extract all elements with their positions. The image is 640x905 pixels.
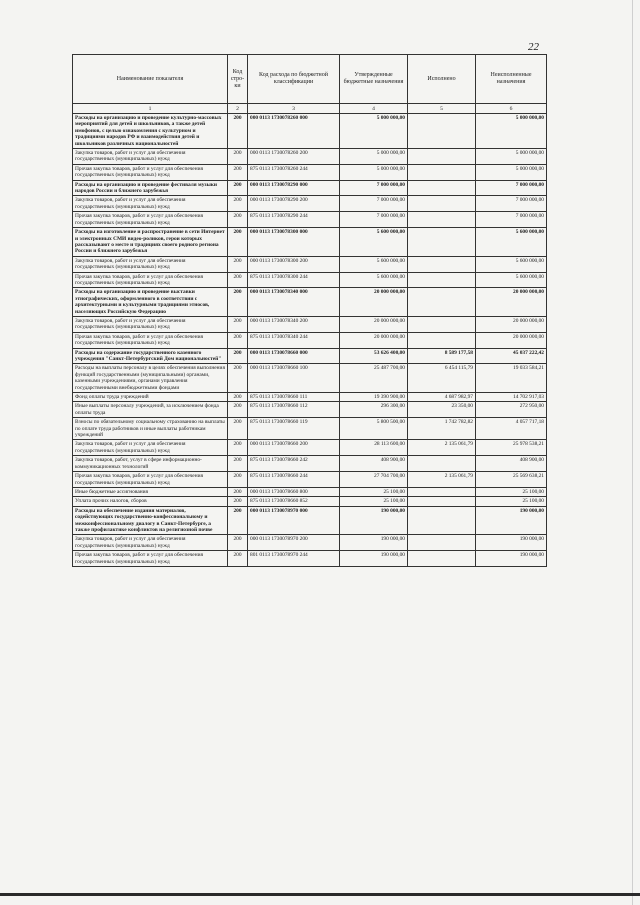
column-number-row bbox=[73, 104, 547, 114]
cell-executed bbox=[408, 196, 476, 212]
cell-unexecuted: 25 100,00 bbox=[476, 487, 547, 496]
cell-unexecuted: 5 600 000,00 bbox=[476, 272, 547, 288]
header-classification-code: Код расхода по бюджетной классификации bbox=[248, 55, 340, 104]
cell-executed: 1 742 782,82 bbox=[408, 418, 476, 440]
table-row bbox=[73, 456, 547, 472]
cell-indicator-name: Иные выплаты персоналу учреждений, за исключением фонда оплаты труда bbox=[73, 402, 228, 418]
cell-approved: 5 600 000,00 bbox=[340, 272, 408, 288]
header-indicator-name: Наименование показателя bbox=[73, 55, 228, 104]
cell-unexecuted: 190 000,00 bbox=[476, 506, 547, 535]
cell-line-code: 200 bbox=[228, 487, 248, 496]
cell-indicator-name: Прочая закупка товаров, работ и услуг для обеспечения государственных (муниципальных) нужд bbox=[73, 212, 228, 228]
cell-line-code: 200 bbox=[228, 551, 248, 567]
cell-classification-code: 875 0113 1730078660 242 bbox=[248, 456, 340, 472]
cell-unexecuted: 20 000 000,00 bbox=[476, 288, 547, 317]
column-number: 5 bbox=[408, 104, 476, 114]
cell-indicator-name: Прочая закупка товаров, работ и услуг для обеспечения государственных (муниципальных) нужд bbox=[73, 551, 228, 567]
cell-classification-code: 000 0113 1730078290 200 bbox=[248, 196, 340, 212]
column-number: 2 bbox=[228, 104, 248, 114]
page-number: 22 bbox=[528, 41, 539, 53]
table-row bbox=[73, 487, 547, 496]
cell-line-code: 200 bbox=[228, 393, 248, 402]
table-row bbox=[73, 228, 547, 257]
cell-approved: 296 300,00 bbox=[340, 402, 408, 418]
cell-line-code: 200 bbox=[228, 535, 248, 551]
cell-executed bbox=[408, 114, 476, 149]
cell-line-code: 200 bbox=[228, 228, 248, 257]
cell-indicator-name: Взносы по обязательному социальному страхованию на выплаты по оплате труда работников и иные выплаты работникам учреждений bbox=[73, 418, 228, 440]
cell-unexecuted: 20 000 000,00 bbox=[476, 332, 547, 348]
cell-unexecuted: 4 057 717,18 bbox=[476, 418, 547, 440]
table-row bbox=[73, 316, 547, 332]
cell-indicator-name: Закупка товаров, работ, услуг в сфере информационно-коммуникационных технологий bbox=[73, 456, 228, 472]
cell-classification-code: 000 0113 1730078970 000 bbox=[248, 506, 340, 535]
cell-approved: 25 100,00 bbox=[340, 497, 408, 506]
cell-indicator-name: Закупка товаров, работ и услуг для обеспечения государственных (муниципальных) нужд bbox=[73, 149, 228, 165]
cell-approved: 27 704 700,00 bbox=[340, 472, 408, 488]
cell-approved: 7 000 000,00 bbox=[340, 180, 408, 196]
cell-unexecuted: 14 702 917,03 bbox=[476, 393, 547, 402]
cell-executed bbox=[408, 272, 476, 288]
cell-indicator-name: Прочая закупка товаров, работ и услуг для обеспечения государственных (муниципальных) нужд bbox=[73, 272, 228, 288]
cell-classification-code: 000 0113 1730078300 000 bbox=[248, 228, 340, 257]
budget-execution-table bbox=[72, 54, 547, 567]
cell-indicator-name: Расходы на организацию и проведение культурно-массовых мероприятий для детей и школьников, а также детей имофонов, с целью ознакомления с культурном и традициями народов РФ и взаимодействия детей и школьников различных национальностей bbox=[73, 114, 228, 149]
table-row bbox=[73, 256, 547, 272]
cell-classification-code: 000 0113 1730078260 200 bbox=[248, 149, 340, 165]
cell-classification-code: 000 0113 1730078660 000 bbox=[248, 348, 340, 364]
cell-approved: 20 000 000,00 bbox=[340, 316, 408, 332]
cell-line-code: 200 bbox=[228, 364, 248, 393]
table-row bbox=[73, 402, 547, 418]
table-row bbox=[73, 551, 547, 567]
cell-classification-code: 000 0113 1730078260 000 bbox=[248, 114, 340, 149]
table-row bbox=[73, 288, 547, 317]
cell-line-code: 200 bbox=[228, 456, 248, 472]
cell-executed bbox=[408, 506, 476, 535]
cell-line-code: 200 bbox=[228, 114, 248, 149]
cell-indicator-name: Прочая закупка товаров, работ и услуг для обеспечения государственных (муниципальных) нужд bbox=[73, 332, 228, 348]
cell-classification-code: 000 0113 1730078290 000 bbox=[248, 180, 340, 196]
cell-approved: 5 600 000,00 bbox=[340, 256, 408, 272]
cell-line-code: 200 bbox=[228, 316, 248, 332]
cell-approved: 28 113 600,00 bbox=[340, 440, 408, 456]
cell-approved: 20 000 000,00 bbox=[340, 288, 408, 317]
table-row bbox=[73, 418, 547, 440]
cell-executed: 2 135 061,79 bbox=[408, 440, 476, 456]
cell-approved: 25 487 700,00 bbox=[340, 364, 408, 393]
cell-indicator-name: Прочая закупка товаров, работ и услуг для обеспечения государственных (муниципальных) нужд bbox=[73, 164, 228, 180]
cell-indicator-name: Расходы на организацию и проведение фестиваля музыки народов России и ближнего зарубежья bbox=[73, 180, 228, 196]
cell-approved: 5 000 000,00 bbox=[340, 114, 408, 149]
table-body bbox=[73, 114, 547, 567]
table-row bbox=[73, 497, 547, 506]
cell-executed bbox=[408, 149, 476, 165]
cell-line-code: 200 bbox=[228, 348, 248, 364]
cell-unexecuted: 5 600 000,00 bbox=[476, 256, 547, 272]
cell-executed bbox=[408, 456, 476, 472]
cell-approved: 190 000,00 bbox=[340, 506, 408, 535]
cell-executed bbox=[408, 180, 476, 196]
table-row bbox=[73, 364, 547, 393]
cell-executed bbox=[408, 332, 476, 348]
column-number: 3 bbox=[248, 104, 340, 114]
cell-approved: 20 000 000,00 bbox=[340, 332, 408, 348]
cell-indicator-name: Закупка товаров, работ и услуг для обеспечения государственных (муниципальных) нужд bbox=[73, 535, 228, 551]
cell-line-code: 200 bbox=[228, 497, 248, 506]
cell-approved: 190 000,00 bbox=[340, 551, 408, 567]
cell-indicator-name: Расходы на организацию и проведение выставки этнографических, оформленного в соответствии с архитектурными и культурными традициями этносов, населяющих Российскую Федерацию bbox=[73, 288, 228, 317]
cell-line-code: 200 bbox=[228, 332, 248, 348]
table-row bbox=[73, 535, 547, 551]
cell-classification-code: 000 0113 1730078660 200 bbox=[248, 440, 340, 456]
cell-line-code: 200 bbox=[228, 472, 248, 488]
cell-approved: 5 000 000,00 bbox=[340, 149, 408, 165]
scan-bottom-bar bbox=[0, 893, 640, 896]
cell-indicator-name: Уплата прочих налогов, сборов bbox=[73, 497, 228, 506]
cell-unexecuted: 45 037 222,42 bbox=[476, 348, 547, 364]
table-row bbox=[73, 393, 547, 402]
table-row bbox=[73, 506, 547, 535]
cell-unexecuted: 5 600 000,00 bbox=[476, 228, 547, 257]
cell-unexecuted: 19 033 584,21 bbox=[476, 364, 547, 393]
cell-unexecuted: 190 000,00 bbox=[476, 551, 547, 567]
cell-line-code: 200 bbox=[228, 164, 248, 180]
cell-indicator-name: Прочая закупка товаров, работ и услуг для обеспечения государственных (муниципальных) нужд bbox=[73, 472, 228, 488]
cell-executed bbox=[408, 212, 476, 228]
cell-unexecuted: 5 000 000,00 bbox=[476, 149, 547, 165]
cell-unexecuted: 25 978 538,21 bbox=[476, 440, 547, 456]
scan-edge-line bbox=[632, 0, 633, 905]
cell-executed bbox=[408, 535, 476, 551]
cell-classification-code: 000 0113 1730078660 100 bbox=[248, 364, 340, 393]
cell-classification-code: 000 0113 1730078970 200 bbox=[248, 535, 340, 551]
table-row bbox=[73, 440, 547, 456]
cell-executed bbox=[408, 164, 476, 180]
cell-unexecuted: 20 000 000,00 bbox=[476, 316, 547, 332]
cell-executed bbox=[408, 288, 476, 317]
cell-approved: 408 900,00 bbox=[340, 456, 408, 472]
cell-unexecuted: 25 100,00 bbox=[476, 497, 547, 506]
cell-approved: 5 000 000,00 bbox=[340, 164, 408, 180]
cell-classification-code: 875 0113 1730078340 244 bbox=[248, 332, 340, 348]
cell-line-code: 200 bbox=[228, 440, 248, 456]
cell-executed bbox=[408, 228, 476, 257]
cell-line-code: 200 bbox=[228, 180, 248, 196]
cell-classification-code: 875 0113 1730078660 852 bbox=[248, 497, 340, 506]
cell-approved: 190 000,00 bbox=[340, 535, 408, 551]
cell-classification-code: 875 0113 1730078660 111 bbox=[248, 393, 340, 402]
cell-executed bbox=[408, 487, 476, 496]
header-line-code: Код стро-ки bbox=[228, 55, 248, 104]
cell-unexecuted: 272 950,00 bbox=[476, 402, 547, 418]
cell-indicator-name: Закупка товаров, работ и услуг для обеспечения государственных (муниципальных) нужд bbox=[73, 440, 228, 456]
table-row bbox=[73, 348, 547, 364]
cell-classification-code: 000 0113 1730078340 000 bbox=[248, 288, 340, 317]
cell-line-code: 200 bbox=[228, 149, 248, 165]
cell-executed bbox=[408, 551, 476, 567]
cell-executed bbox=[408, 497, 476, 506]
cell-indicator-name: Расходы на выплаты персоналу в целях обеспечения выполнения функций государственными (муниципальными) органами, казенными учреждениями, органами управления государственными внебюджетными фондами bbox=[73, 364, 228, 393]
cell-classification-code: 000 0113 1730078340 200 bbox=[248, 316, 340, 332]
cell-indicator-name: Закупка товаров, работ и услуг для обеспечения государственных (муниципальных) нужд bbox=[73, 256, 228, 272]
cell-unexecuted: 25 569 638,21 bbox=[476, 472, 547, 488]
cell-indicator-name: Закупка товаров, работ и услуг для обеспечения государственных (муниципальных) нужд bbox=[73, 196, 228, 212]
cell-approved: 25 100,00 bbox=[340, 487, 408, 496]
table-row bbox=[73, 196, 547, 212]
cell-indicator-name: Иные бюджетные ассигнования bbox=[73, 487, 228, 496]
cell-approved: 7 000 000,00 bbox=[340, 196, 408, 212]
table-row bbox=[73, 212, 547, 228]
cell-line-code: 200 bbox=[228, 212, 248, 228]
cell-line-code: 200 bbox=[228, 272, 248, 288]
cell-executed: 8 589 177,58 bbox=[408, 348, 476, 364]
cell-unexecuted: 5 000 000,00 bbox=[476, 164, 547, 180]
table-row bbox=[73, 332, 547, 348]
cell-approved: 5 600 000,00 bbox=[340, 228, 408, 257]
cell-indicator-name: Расходы на обеспечение издания материалов, содействующих государственно-конфессиональному и межконфессиональному диалогу в Санкт-Петербурге, а также профилактике конфликтов на религиозной почве bbox=[73, 506, 228, 535]
cell-classification-code: 000 0113 1730078660 800 bbox=[248, 487, 340, 496]
cell-line-code: 200 bbox=[228, 402, 248, 418]
cell-unexecuted: 408 900,00 bbox=[476, 456, 547, 472]
cell-indicator-name: Закупка товаров, работ и услуг для обеспечения государственных (муниципальных) нужд bbox=[73, 316, 228, 332]
cell-executed bbox=[408, 316, 476, 332]
cell-executed: 2 135 061,79 bbox=[408, 472, 476, 488]
cell-classification-code: 875 0113 1730078290 244 bbox=[248, 212, 340, 228]
cell-approved: 5 800 500,00 bbox=[340, 418, 408, 440]
cell-unexecuted: 7 000 000,00 bbox=[476, 212, 547, 228]
header-unexecuted: Неисполненные назначения bbox=[476, 55, 547, 104]
cell-line-code: 200 bbox=[228, 418, 248, 440]
column-number: 6 bbox=[476, 104, 547, 114]
cell-indicator-name: Расходы на содержание государственного казенного учреждения "Санкт-Петербургский Дом национальностей" bbox=[73, 348, 228, 364]
cell-approved: 7 000 000,00 bbox=[340, 212, 408, 228]
table-row bbox=[73, 149, 547, 165]
header-approved: Утвержденные бюджетные назначения bbox=[340, 55, 408, 104]
cell-line-code: 200 bbox=[228, 288, 248, 317]
cell-executed: 6 454 115,79 bbox=[408, 364, 476, 393]
cell-executed: 23 350,00 bbox=[408, 402, 476, 418]
cell-unexecuted: 190 000,00 bbox=[476, 535, 547, 551]
cell-classification-code: 801 0113 1730078970 244 bbox=[248, 551, 340, 567]
cell-indicator-name: Расходы на изготовление и распространение в сети Интернет и электронных СМИ видео-роликов, герои которых рассказывают о месте и традициях своего родного региона России и ближнего зарубежья bbox=[73, 228, 228, 257]
cell-classification-code: 000 0113 1730078300 200 bbox=[248, 256, 340, 272]
table-row bbox=[73, 472, 547, 488]
table-row bbox=[73, 180, 547, 196]
cell-classification-code: 875 0113 1730078660 119 bbox=[248, 418, 340, 440]
cell-line-code: 200 bbox=[228, 196, 248, 212]
cell-approved: 53 626 400,00 bbox=[340, 348, 408, 364]
cell-approved: 19 390 900,00 bbox=[340, 393, 408, 402]
cell-line-code: 200 bbox=[228, 506, 248, 535]
cell-classification-code: 875 0113 1730078260 244 bbox=[248, 164, 340, 180]
column-number: 1 bbox=[73, 104, 228, 114]
cell-indicator-name: Фонд оплаты труда учреждений bbox=[73, 393, 228, 402]
table-row bbox=[73, 164, 547, 180]
cell-unexecuted: 7 000 000,00 bbox=[476, 180, 547, 196]
column-number: 4 bbox=[340, 104, 408, 114]
cell-executed: 4 687 982,97 bbox=[408, 393, 476, 402]
header-row bbox=[73, 55, 547, 104]
cell-executed bbox=[408, 256, 476, 272]
header-executed: Исполнено bbox=[408, 55, 476, 104]
table-row bbox=[73, 114, 547, 149]
cell-classification-code: 875 0113 1730078660 112 bbox=[248, 402, 340, 418]
cell-classification-code: 875 0113 1730078660 244 bbox=[248, 472, 340, 488]
table-row bbox=[73, 272, 547, 288]
cell-unexecuted: 5 000 000,00 bbox=[476, 114, 547, 149]
cell-unexecuted: 7 000 000,00 bbox=[476, 196, 547, 212]
cell-line-code: 200 bbox=[228, 256, 248, 272]
cell-classification-code: 875 0113 1730078300 244 bbox=[248, 272, 340, 288]
